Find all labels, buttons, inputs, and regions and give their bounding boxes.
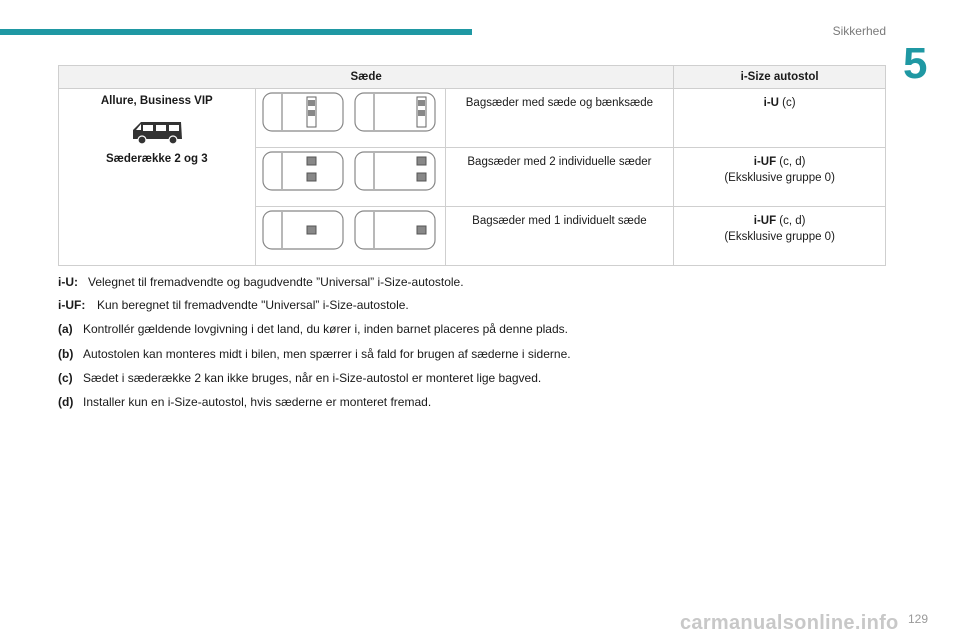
footnote: (b) Autostolen kan monteres midt i bilen, men spærrer i så fald for brugen af sæderne i siderne.: [58, 347, 571, 361]
isize-code: i-UF: [753, 156, 777, 168]
seat-diagram-bench: [255, 89, 445, 148]
isize-extra: (c): [778, 97, 796, 109]
table-row: [59, 89, 886, 148]
isize-code: i-UF: [753, 215, 777, 227]
chapter-number: 5: [903, 39, 928, 88]
seat-description: Bagsæder med 2 individuelle sæder: [445, 148, 674, 207]
variant-cell: [59, 89, 256, 266]
seat-diagram-two-individual: [255, 148, 445, 207]
watermark: carmanualsonline.info: [680, 612, 899, 634]
van-icon: [129, 119, 185, 145]
isize-extra: (c, d): [776, 156, 806, 168]
footnote: (c) Sædet i sæderække 2 kan ikke bruges, når en i-Size-autostol er monteret lige bagved.: [58, 371, 542, 385]
isize-note: (Eksklusive gruppe 0): [724, 172, 835, 184]
child-seat-table: [58, 65, 886, 266]
header-isize: i-Size autostol: [674, 66, 886, 89]
isize-extra: (c, d): [776, 215, 806, 227]
seat-description: Bagsæder med 1 individuelt sæde: [445, 207, 674, 266]
header-seat: Sæde: [59, 66, 674, 89]
isize-code: i-U: [763, 97, 779, 109]
page-number: 129: [907, 612, 928, 626]
row-label: Sæderække 2 og 3: [105, 153, 208, 165]
car-seat-layout-icon: [260, 207, 440, 253]
footnote: i-UF: Kun beregnet til fremadvendte "Universal” i-Size-autostole.: [58, 298, 409, 312]
isize-cell: [674, 148, 886, 207]
car-seat-layout-icon: [260, 148, 440, 194]
seat-diagram-one-individual: [255, 207, 445, 266]
footnote: (d) Installer kun en i-Size-autostol, hvis sæderne er monteret fremad.: [58, 395, 432, 409]
isize-cell: [674, 207, 886, 266]
seat-description: Bagsæder med sæde og bænksæde: [445, 89, 674, 148]
footnote: i-U: Velegnet til fremadvendte og bagudvendte ”Universal” i-Size-autostole.: [58, 275, 464, 289]
isize-note: (Eksklusive gruppe 0): [724, 231, 835, 243]
car-seat-layout-icon: [260, 89, 440, 135]
isize-cell: [674, 89, 886, 148]
footnote: (a) Kontrollér gældende lovgivning i det land, du kører i, inden barnet placeres på denne plads.: [58, 322, 568, 336]
header-accent-bar: [0, 29, 472, 35]
section-title: Sikkerhed: [832, 24, 886, 38]
variant-name: Allure, Business VIP: [100, 95, 213, 107]
table-header-row: [59, 66, 886, 89]
